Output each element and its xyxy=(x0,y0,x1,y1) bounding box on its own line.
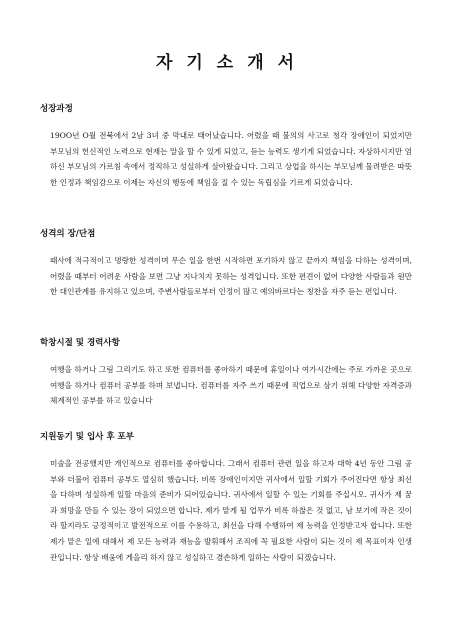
section-body: 19OO년 O월 전북에서 2남 3녀 중 막내로 태어났습니다. 어렸을 때 불의의 사고로 청각 장애인이 되었지만 부모님의 헌신적인 노력으로 현재는 말을 할 수 있게 되었고, 듣는 능력도 생기게 되었습니다. 자상하시지만 엄하신 부모님의 가르침 속에서 정직하고 성실하게 살아왔습니다. 그리고 상업을 하시는 부모님께 물려받은 따뜻한 인정과 책임감으로 이제는 자신의 행동에 책임을 질 수 있는 독립심을 기르게 되었습니다. xyxy=(50,131,412,187)
section-body: 때사에 적극적이고 명랑한 성격이며 무슨 일을 한번 시작하면 포기하지 않고 끝까지 책임을 다하는 성격이며, 어렸을 때부터 어려운 사람을 보면 그냥 지나치지 못하는 성격입니다. 또한 편견이 없어 다양한 사람들과 원만한 대인관계를 유지하고 있으며, 주변사람들로부터 인정이 많고 예의바르다는 칭찬을 자주 듣는 편입니다. xyxy=(50,256,412,297)
section-school-career xyxy=(40,336,412,409)
section-heading: 성격의 장/단점 xyxy=(40,229,96,239)
document-title: 자기소개서 xyxy=(155,53,309,73)
section-heading: 지원동기 및 입사 후 포부 xyxy=(40,432,134,442)
section-personality xyxy=(40,227,412,300)
section-motivation xyxy=(40,430,412,565)
section-body: 미술을 전공했지만 개인적으로 컴퓨터를 좋아합니다. 그래서 컴퓨터 관련 일을 하고자 대학 4년 동안 그림 공부와 더불어 컴퓨터 공부도 열심히 했습니다. 비록 장애인이지만 귀사에서 일할 기회가 주어진다면 항상 최선을 다하며 성실하게 일할 마음의 준비가 되어있습니다. 귀사에서 일할 수 있는 기회를 주십시오. 귀사가 제 꿈과 희망을 만들 수 있는 장이 되었으면 합니다. 제가 맡게 될 업무가 비록 하찮은 것 없고, 남 보기에 작은 것이라 할지라도 긍정적이고 발전적으로 이를 수용하고, 최선을 다해 수행하여 제 능력을 인정받고자 합니다. 또한 제가 맡은 일에 대해서 제 모든 능력과 재능을 발휘해서 조직에 꼭 필요한 사람이 되는 것이 제 목표이자 인생관입니다. 항상 배움에 게을리 하지 않고 성실하고 겸손하게 일하는 사람이 되겠습니다. xyxy=(50,459,412,562)
section-body: 여행을 하거나 그림 그리기도 하고 또한 컴퓨터를 좋아하기 때문에 휴일이나 여가시간에는 주로 가까운 곳으로 여행을 하거나 컴퓨터 공부를 하며 보냅니다. 컴퓨터를 자주 쓰기 때문에 직업으로 삼기 위해 다양한 자격증과 체계적인 공부를 하고 있습니다 xyxy=(50,365,412,406)
section-growth xyxy=(40,102,412,190)
section-heading: 학창시절 및 경력사항 xyxy=(40,338,120,348)
section-heading: 성장과정 xyxy=(40,104,73,114)
